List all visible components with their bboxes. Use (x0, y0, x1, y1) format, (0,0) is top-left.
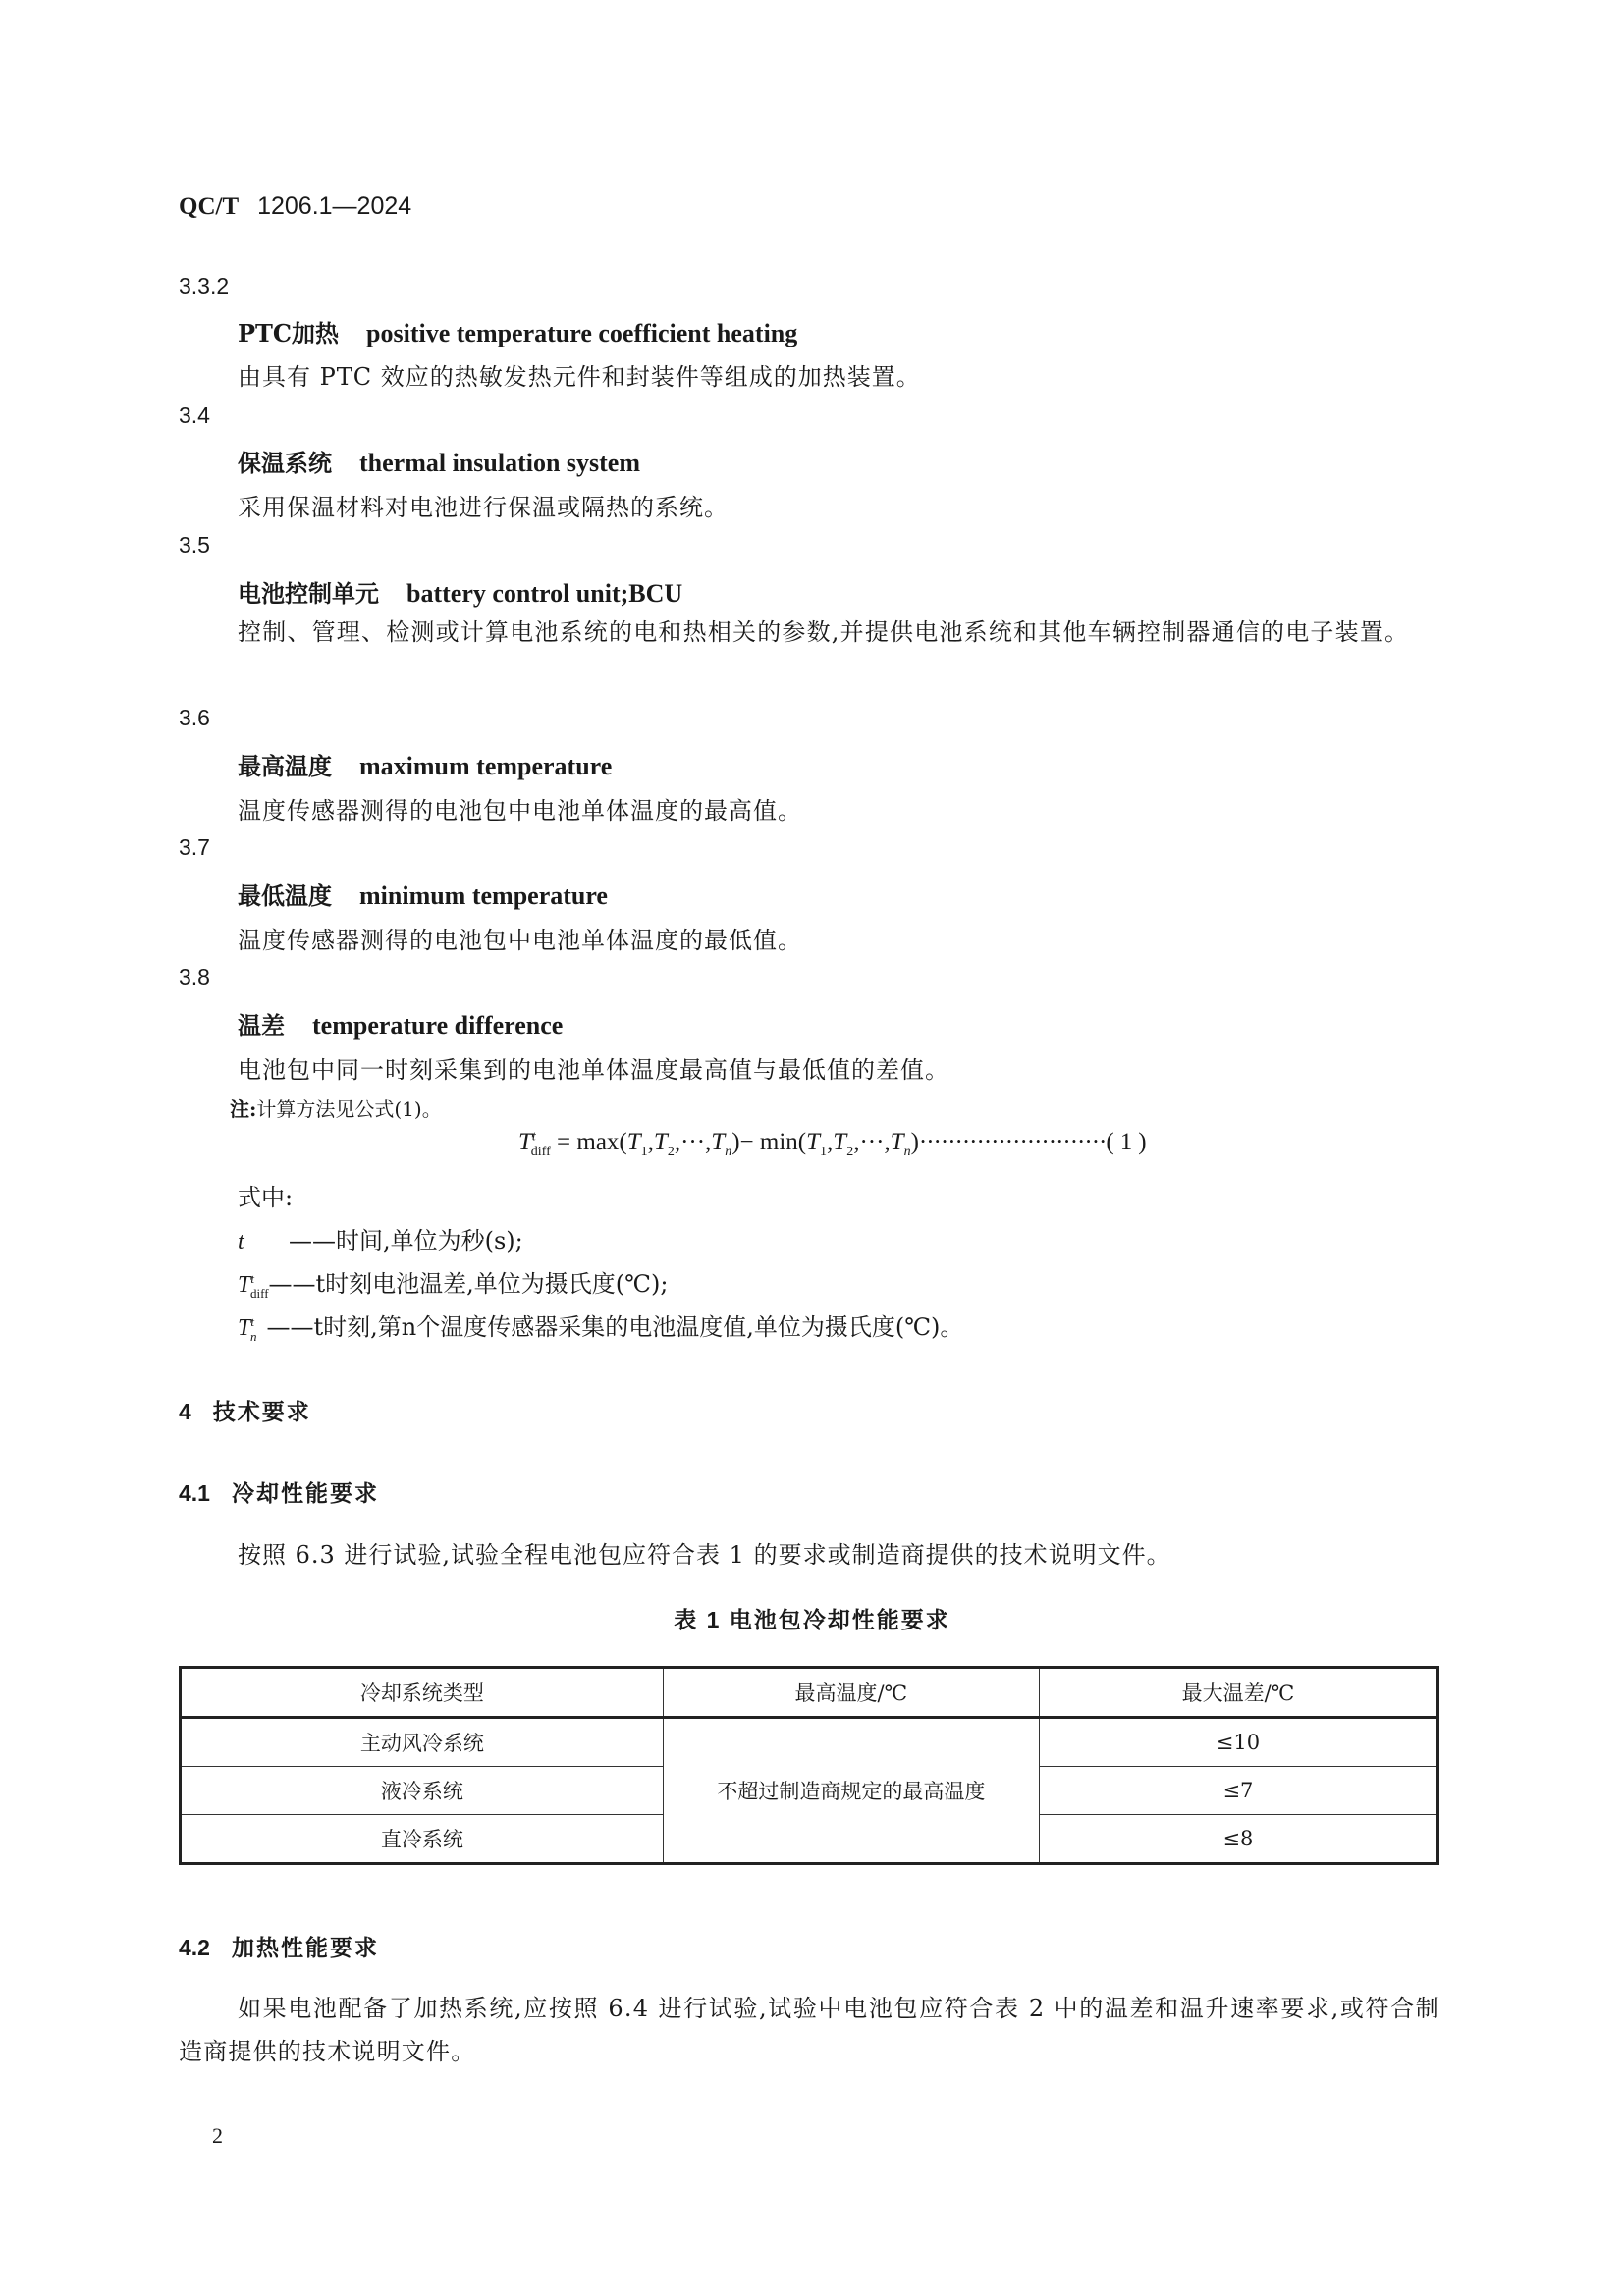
where-label: 式中: (238, 1184, 294, 1211)
section-text: 如果电池配备了加热系统,应按照 6.4 进行试验,试验中电池包应符合表 2 中的温差和温升速率要求,或符合制造商提供的技术说明文件。 (179, 1995, 1440, 2065)
table-header-row (181, 1668, 1438, 1718)
formula-max: max (576, 1129, 620, 1155)
section-heading-4 (179, 1394, 311, 1426)
cell-cooling-type: 液冷系统 (181, 1767, 664, 1815)
clause-number: 3.7 (179, 834, 210, 860)
clause-number: 3.6 (179, 705, 210, 730)
cell-max-temp-diff: ≤8 (1039, 1815, 1437, 1864)
formula-symbol: T (711, 1129, 726, 1155)
term-zh: PTC加热 (238, 319, 340, 347)
formula-min: min (759, 1129, 798, 1155)
cell-cooling-type: 直冷系统 (181, 1815, 664, 1864)
clause-term (238, 1006, 563, 1041)
formula-sup: t (531, 1129, 536, 1145)
note-label: 注: (230, 1097, 257, 1121)
column-header: 最高温度/℃ (663, 1668, 1039, 1718)
symbol: T (238, 1315, 251, 1341)
clause-number: 3.3.2 (179, 273, 230, 298)
clause-number: 3.5 (179, 532, 210, 558)
page-number: 2 (212, 2123, 223, 2148)
term-en: battery control unit;BCU (406, 579, 683, 608)
section-number: 4 (179, 1399, 191, 1424)
formula-sub: 1 (820, 1145, 828, 1159)
equation-number: (1) (1106, 1129, 1153, 1155)
clause-term (238, 877, 608, 911)
formula-symbol: T (806, 1129, 821, 1155)
clause-term (238, 747, 612, 781)
formula-sub: 1 (640, 1145, 648, 1159)
cooling-requirements-table (179, 1666, 1439, 1865)
symbol-sub: n (249, 1328, 257, 1344)
formula-ellipsis: ··· (680, 1129, 706, 1155)
where-item (238, 1308, 963, 1345)
section-heading-4-1 (179, 1475, 379, 1508)
symbol-description: ——时间,单位为秒(s); (289, 1227, 523, 1255)
term-zh: 电池控制单元 (238, 579, 379, 608)
cell-cooling-type: 主动风冷系统 (181, 1718, 664, 1767)
section-title: 冷却性能要求 (231, 1480, 379, 1506)
section-title: 加热性能要求 (231, 1935, 379, 1960)
formula-sub: n (725, 1145, 732, 1159)
term-zh: 温差 (238, 1011, 285, 1040)
term-zh: 最低温度 (238, 881, 332, 910)
formula-symbol: T (833, 1129, 847, 1155)
term-en: temperature difference (312, 1011, 564, 1040)
cell-max-temp-merged: 不超过制造商规定的最高温度 (663, 1718, 1039, 1864)
note (230, 1094, 442, 1122)
formula-1: $T^t_{diff} = \max(T_1,T_2,\cdot\cdot\cdot,T_n)- \min(T_1,T_2,\cdot\cdot\cdot,T_n)\cdot\cdot\cdot\cdot\cdot\cdot\cdot\cdot\cdot\cdot\cdot\cdot\cdot\cdot\cdot\cdot\cdot\cdot\cdot\cdot\cdot\cdot\cdot\cdot\cdot\cdot(1)$ (518, 1129, 1153, 1159)
section-number: 4.2 (179, 1935, 210, 1960)
symbol: T (238, 1272, 251, 1298)
cell-max-temp-diff: ≤10 (1039, 1718, 1437, 1767)
section-title: 技术要求 (212, 1399, 311, 1424)
clause-definition: 采用保温材料对电池进行保温或隔热的系统。 (238, 494, 729, 521)
formula-symbol: T (626, 1129, 641, 1155)
symbol-sup: t (250, 1314, 254, 1329)
where-item (238, 1264, 668, 1302)
formula-sub: diff (530, 1145, 551, 1159)
section-number: 4.1 (179, 1480, 210, 1506)
term-zh: 保温系统 (238, 449, 332, 477)
formula-leader-dots: ·························· (918, 1129, 1107, 1155)
symbol-description: ——t时刻,第n个温度传感器采集的电池温度值,单位为摄氏度(℃)。 (266, 1313, 964, 1341)
formula-equals: = (557, 1129, 571, 1155)
clause-definition: 电池包中同一时刻采集到的电池单体温度最高值与最低值的差值。 (238, 1056, 949, 1084)
column-header: 冷却系统类型 (181, 1668, 664, 1718)
cell-max-temp-diff: ≤7 (1039, 1767, 1437, 1815)
formula-minus: − (739, 1129, 754, 1155)
standard-number: 1206.1—2024 (257, 192, 412, 220)
formula-symbol: T (890, 1129, 904, 1155)
clause-definition: 由具有 PTC 效应的热敏发热元件和封装件等组成的加热装置。 (238, 363, 921, 391)
term-en: minimum temperature (359, 881, 608, 910)
section-heading-4-2 (179, 1930, 379, 1962)
note-text: 计算方法见公式(1)。 (256, 1097, 442, 1121)
formula-sub: n (903, 1145, 911, 1159)
standard-code: QC/T (179, 193, 240, 220)
table-caption: 表 1 电池包冷却性能要求 (674, 1607, 950, 1632)
symbol-description: ——t时刻电池温差,单位为摄氏度(℃); (268, 1270, 669, 1298)
table-row (181, 1718, 1438, 1767)
section-text: 按照 6.3 进行试验,试验全程电池包应符合表 1 的要求或制造商提供的技术说明文件。 (238, 1541, 1171, 1569)
clause-definition: 温度传感器测得的电池包中电池单体温度的最低值。 (238, 927, 802, 954)
formula-sub: 2 (846, 1145, 854, 1159)
term-zh: 最高温度 (238, 752, 332, 780)
term-en: positive temperature coefficient heating (366, 319, 798, 347)
clause-definition: 控制、管理、检测或计算电池系统的电和热相关的参数,并提供电池系统和其他车辆控制器通信的电子装置。 (238, 618, 1410, 646)
column-header: 最大温差/℃ (1039, 1668, 1437, 1718)
symbol: t (238, 1229, 244, 1255)
term-en: thermal insulation system (359, 449, 640, 477)
term-en: maximum temperature (359, 752, 613, 780)
symbol-sub: diff (249, 1285, 269, 1301)
clause-term (238, 574, 682, 609)
formula-ellipsis: ··· (859, 1129, 885, 1155)
formula-sub: 2 (667, 1145, 675, 1159)
clause-number: 3.8 (179, 964, 210, 989)
standard-header (179, 192, 411, 221)
clause-number: 3.4 (179, 402, 210, 428)
clause-term (238, 314, 797, 348)
formula-symbol: T (653, 1129, 668, 1155)
clause-definition: 温度传感器测得的电池包中电池单体温度的最高值。 (238, 797, 802, 825)
symbol-sup: t (250, 1271, 254, 1286)
clause-term (238, 444, 640, 478)
where-item (238, 1221, 523, 1255)
formula-symbol: T (518, 1129, 532, 1155)
